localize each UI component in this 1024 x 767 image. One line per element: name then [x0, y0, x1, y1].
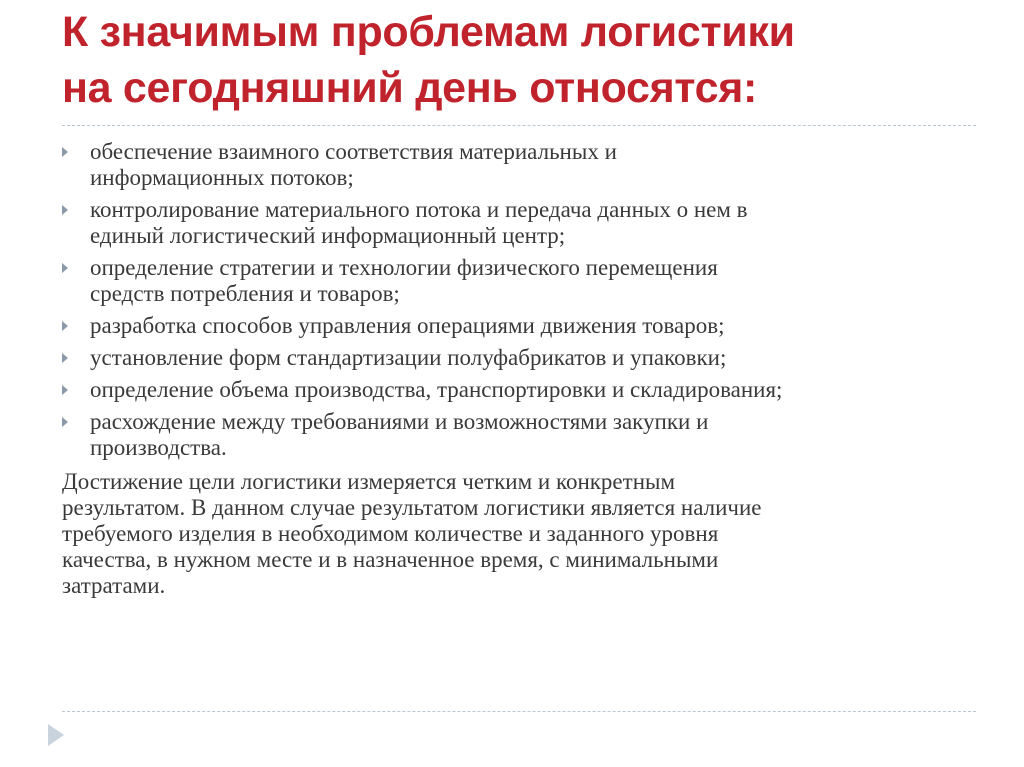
list-item-text: определение объема производства, транспортировки и складирования; [90, 377, 783, 402]
triangle-bullet-icon [62, 205, 68, 215]
footer-divider [62, 711, 976, 712]
list-item [62, 255, 982, 307]
list-item-text: обеспечение взаимного соответствия материальных и информационных потоков; [90, 139, 617, 190]
list-item-text: расхождение между требованиями и возможностями закупки и производства. [90, 409, 709, 460]
conclusion-paragraph: Достижение цели логистики измеряется четким и конкретным результатом. В данном случае результатом логистики является наличие требуемого изделия в необходимом количестве и заданного уровня качества, в нужном месте и в назначенное время, с минимальными затратами. [62, 469, 762, 598]
triangle-bullet-icon [62, 417, 68, 427]
problem-list [62, 139, 982, 461]
list-item [62, 409, 982, 461]
triangle-bullet-icon [62, 321, 68, 331]
list-item [62, 197, 982, 249]
triangle-bullet-icon [62, 263, 68, 273]
slide-body [62, 139, 982, 599]
list-item [62, 313, 982, 339]
triangle-bullet-icon [62, 353, 68, 363]
list-item-text: установление форм стандартизации полуфабрикатов и упаковки; [90, 345, 727, 370]
list-item-text: контролирование материального потока и передача данных о нем в единый логистический информационный центр; [90, 197, 748, 248]
list-item-text: разработка способов управления операциями движения товаров; [90, 313, 725, 338]
slide-title: К значимым проблемам логистики на сегодняшний день относятся: [62, 8, 795, 112]
triangle-bullet-icon [62, 385, 68, 395]
triangle-bullet-icon [62, 147, 68, 157]
list-item-text: определение стратегии и технологии физического перемещения средств потребления и товаров; [90, 255, 718, 306]
list-item [62, 377, 982, 403]
list-item [62, 345, 982, 371]
list-item [62, 139, 982, 191]
triangle-arrow-icon [48, 724, 64, 746]
title-divider [62, 125, 976, 126]
